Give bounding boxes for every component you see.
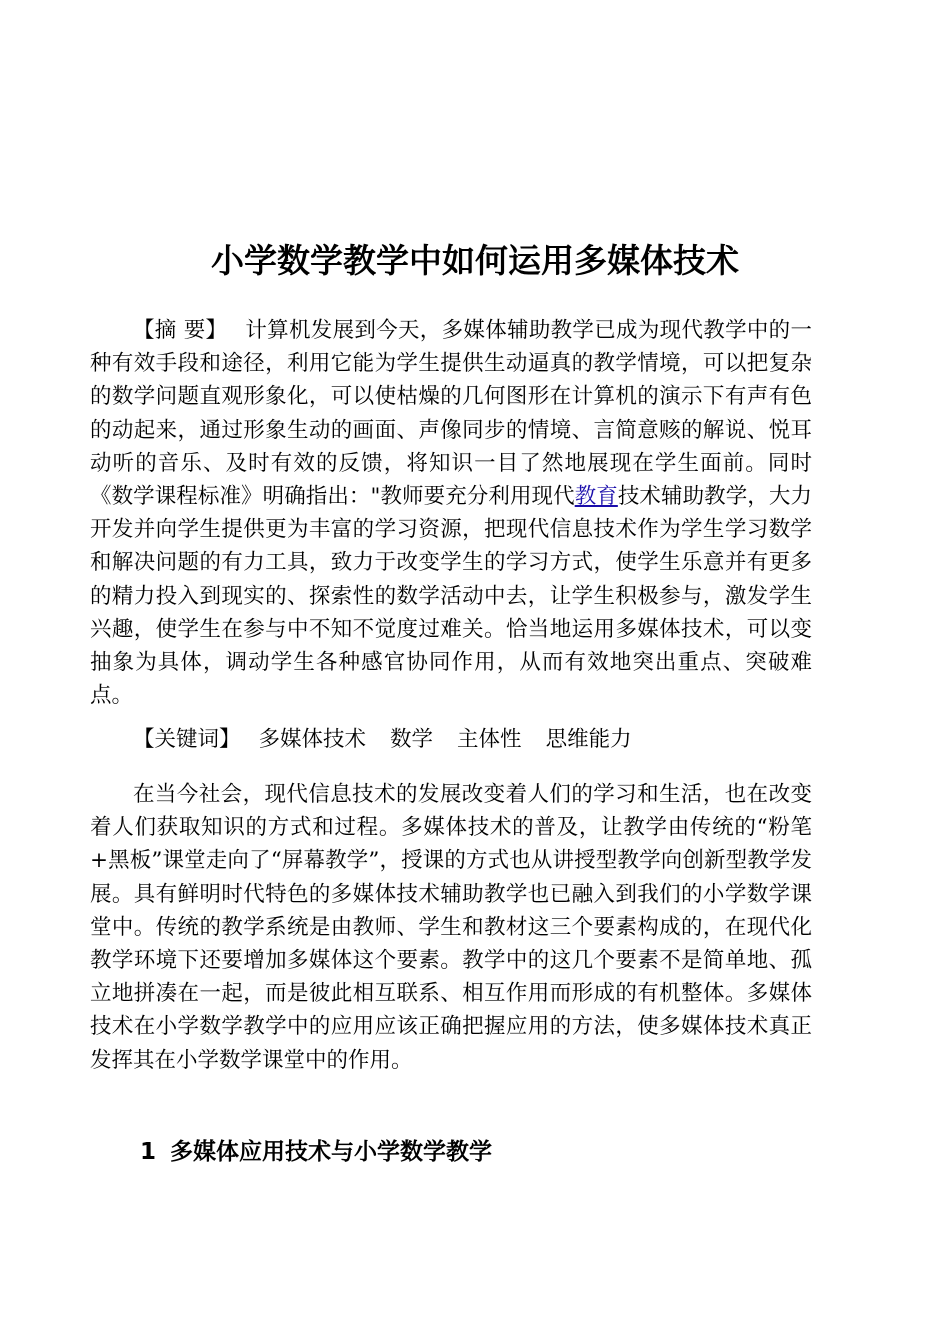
keywords-label: 【关键词】 xyxy=(133,727,241,752)
keywords-line xyxy=(90,723,812,756)
education-link[interactable]: 教育 xyxy=(574,484,618,510)
abstract-label: 【摘 要】 xyxy=(133,318,228,343)
intro-paragraph: 在当今社会，现代信息技术的发展改变着人们的学习和生活，也在改变着人们获取知识的方式和过程。多媒体技术的普及，让教学由传统的“粉笔+黑板”课堂走向了“屏幕教学”，授课的方式也从讲授型教学向创新型教学发展。具有鲜明时代特色的多媒体技术辅助教学也已融入到我们的小学数学课堂中。传统的教学系统是由教师、学生和教材这三个要素构成的，在现代化教学环境下还要增加多媒体这个要素。教学中的这几个要素不是简单地、孤立地拼凑在一起，而是彼此相互联系、相互作用而形成的有机整体。多媒体技术在小学数学教学中的应用应该正确把握应用的方法，使多媒体技术真正发挥其在小学数学课堂中的作用。 xyxy=(90,782,812,1073)
section-title: 多媒体应用技术与小学数学教学 xyxy=(170,1139,493,1165)
keyword-item: 主体性 xyxy=(457,727,522,752)
abstract-text-part-1: 计算机发展到今天，多媒体辅助教学已成为现代教学中的一种有效手段和途径，利用它能为学生提供生动逼真的教学情境，可以把复杂的数学问题直观形象化，可以使枯燥的几何图形在计算机的演示下有声有色的动起来，通过形象生动的画面、声像同步的情境、言简意赅的解说、悦耳动听的音乐、及时有效的反馈，将知识一目了然地展现在学生面前。同时《数学课程标准》明确指出："教师要充分利用现代 xyxy=(90,318,812,510)
keyword-item: 数学 xyxy=(390,727,434,752)
section-heading xyxy=(140,1134,492,1170)
keyword-item: 思维能力 xyxy=(545,727,632,752)
abstract-text-part-2: 技术辅助教学，大力开发并向学生提供更为丰富的学习资源，把现代信息技术作为学生学习数学和解决问题的有力工具，致力于改变学生的学习方式，使学生乐意并有更多的精力投入到现实的、探索性的数学活动中去，让学生积极参与，激发学生兴趣，使学生在参与中不知不觉度过难关。恰当地运用多媒体技术，可以变抽象为具体，调动学生各种感官协同作用，从而有效地突出重点、突破难点。 xyxy=(90,484,812,709)
abstract-paragraph xyxy=(90,314,812,712)
document-title: 小学数学教学中如何运用多媒体技术 xyxy=(211,241,739,280)
section-number: 1 xyxy=(140,1139,157,1165)
keyword-item: 多媒体技术 xyxy=(258,727,367,752)
